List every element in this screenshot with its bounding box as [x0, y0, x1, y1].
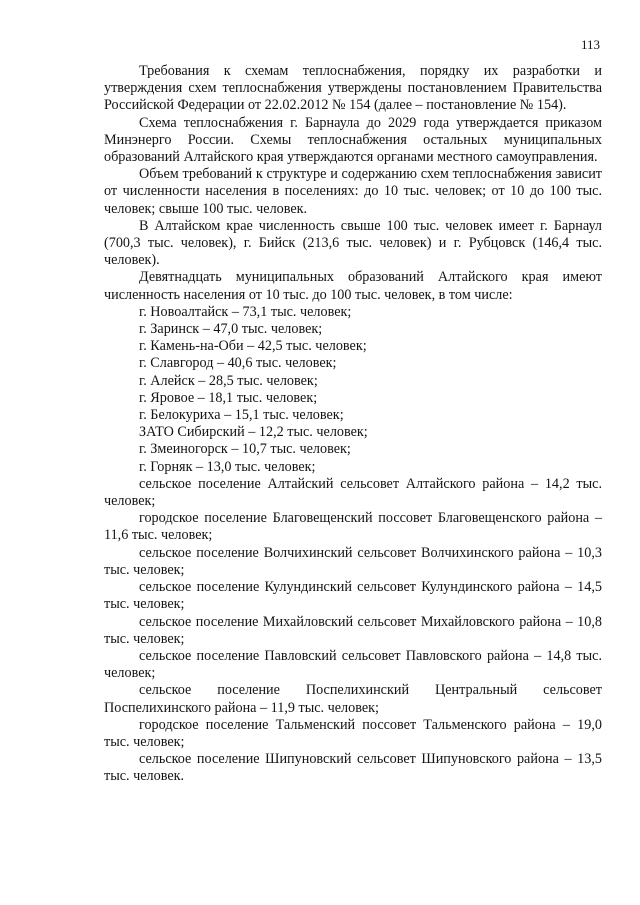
list-item: г. Белокуриха – 15,1 тыс. человек;	[139, 407, 344, 424]
list-item: городское поселение Благовещенский поссовет Благовещенского района – 11,6 тыс. человек;	[104, 510, 602, 544]
list-item: сельское поселение Павловский сельсовет Павловского района – 14,8 тыс. человек;	[104, 647, 602, 682]
list-item: ЗАТО Сибирский – 12,2 тыс. человек;	[139, 424, 368, 441]
page-number: 113	[580, 37, 600, 52]
document-body	[104, 63, 602, 786]
list-item: сельское поселение Шипуновский сельсовет Шипуновского района – 13,5 тыс. человек.	[104, 751, 602, 785]
list-item: г. Камень-на-Оби – 42,5 тыс. человек;	[139, 338, 367, 355]
list-item: сельское поселение Алтайский сельсовет Алтайского района – 14,2 тыс. человек;	[104, 475, 602, 510]
list-item: городское поселение Тальменский поссовет Тальменского района – 19,0 тыс. человек;	[104, 716, 602, 750]
list-item: сельское поселение Поспелихинский Центральный сельсовет Поспелихинского района – 11,9 тыс. человек;	[104, 682, 602, 716]
municipality-list	[104, 304, 602, 786]
paragraph-large-cities: В Алтайском крае численность свыше 100 тыс. человек имеет г. Барнаул (700,3 тыс. человек), г. Бийск (213,6 тыс. человек) и г. Рубцовск (146,4 тыс. человек).	[104, 217, 602, 269]
list-item: г. Яровое – 18,1 тыс. человек;	[139, 389, 318, 406]
paragraph-requirements-scope: Объем требований к структуре и содержанию схем теплоснабжения зависит от численности населения в поселениях: до 10 тыс. человек; от 10 до 100 тыс. человек; свыше 100 тыс. человек.	[104, 166, 602, 217]
list-item: сельское поселение Кулундинский сельсовет Кулундинского района – 14,5 тыс. человек;	[104, 579, 602, 613]
list-item: г. Алейск – 28,5 тыс. человек;	[139, 372, 318, 389]
paragraph-barnaul-scheme: Схема теплоснабжения г. Барнаула до 2029 года утверждается приказом Минэнерго России. Схемы теплоснабжения остальных муниципальных образований Алтайского края утверждаются органами местного самоуправления.	[104, 114, 602, 166]
paragraph-requirements: Требования к схемам теплоснабжения, порядку их разработки и утверждения схем теплоснабжения утверждены постановлением Правительства Российской Федерации от 22.02.2012 № 154 (далее – постановление № 154).	[104, 63, 602, 114]
paragraph-nineteen-municipalities: Девятнадцать муниципальных образований Алтайского края имеют численность населения от 10 тыс. до 100 тыс. человек, в том числе:	[104, 269, 602, 303]
list-item: г. Горняк – 13,0 тыс. человек;	[139, 458, 316, 475]
list-item: г. Славгород – 40,6 тыс. человек;	[139, 355, 337, 372]
list-item: г. Новоалтайск – 73,1 тыс. человек;	[139, 303, 352, 320]
list-item: сельское поселение Михайловский сельсовет Михайловского района – 10,8 тыс. человек;	[104, 613, 602, 647]
list-item: г. Змеиногорск – 10,7 тыс. человек;	[139, 441, 351, 458]
list-item: сельское поселение Волчихинский сельсовет Волчихинского района – 10,3 тыс. человек;	[104, 544, 602, 578]
list-item: г. Заринск – 47,0 тыс. человек;	[139, 321, 323, 338]
